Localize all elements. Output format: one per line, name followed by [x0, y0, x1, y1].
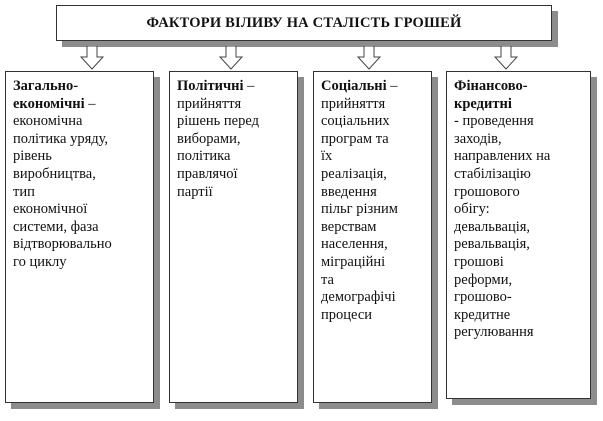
factor-separator: – — [386, 78, 398, 94]
arrow-down-icon — [80, 46, 104, 70]
factor-separator: – — [243, 78, 255, 94]
factor-text: економічна політика уряду, рівень виробництва, тип економічної системи, фаза відтворювально го циклу — [13, 113, 112, 270]
factor-heading: Загально- економічні — [13, 78, 85, 112]
factor-heading: Фінансово- кредитні — [454, 78, 528, 112]
factor-box-social — [313, 71, 432, 403]
arrow-down-icon — [219, 46, 243, 70]
diagram-title-text: ФАКТОРИ ВІЛИВУ НА СТАЛІСТЬ ГРОШЕЙ — [146, 14, 462, 31]
arrow-down-icon — [494, 46, 518, 70]
factor-text: - проведення заходів, направлених на стабілізацію грошового обігу: девальвація, ревальвація, грошові реформи, грошово- кредитне регулювання — [454, 113, 551, 341]
factor-text: прийняття соціальних програм та їх реалізація, введення пільг різним верствам населення, міграційні та демографічі процеси — [321, 95, 398, 323]
factor-separator: – — [84, 95, 96, 112]
factor-box-political — [169, 71, 298, 403]
factor-heading: Політичні — [177, 78, 244, 94]
arrow-down-icon — [357, 46, 381, 70]
factor-text: прийняття рішень перед виборами, політика правлячої партії — [177, 95, 259, 200]
factor-box-financial — [446, 71, 591, 399]
diagram-title — [56, 5, 552, 41]
factor-box-economic — [5, 71, 154, 403]
factor-heading: Соціальні — [321, 78, 387, 94]
